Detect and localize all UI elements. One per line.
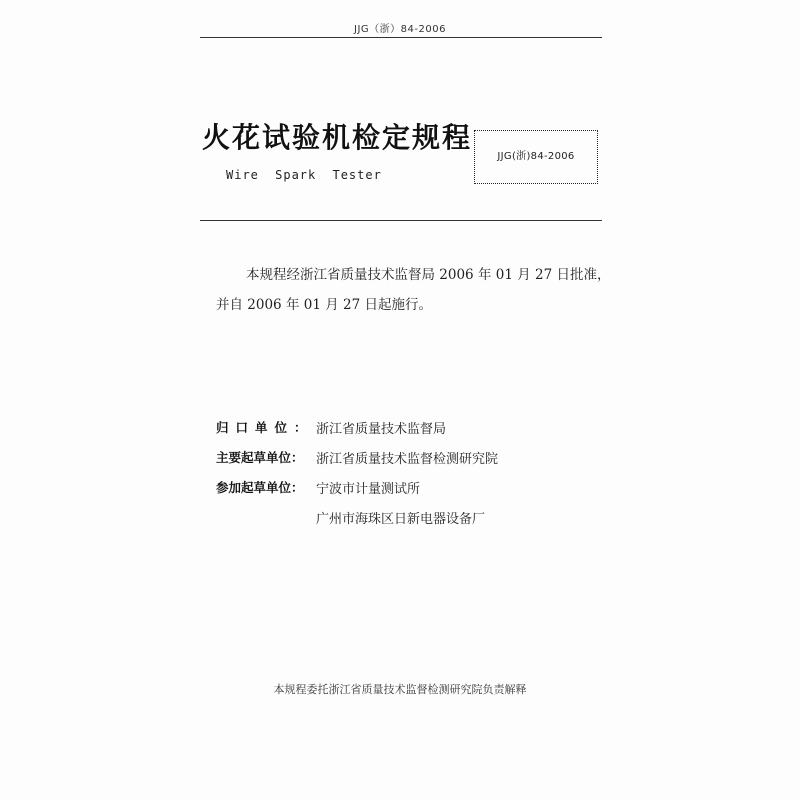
drafting-info bbox=[216, 412, 636, 532]
main-drafting-unit-value: 浙江省质量技术监督检测研究院 bbox=[316, 451, 499, 467]
info-row-responsible-unit bbox=[216, 412, 636, 442]
participating-unit-1: 宁波市计量测试所 bbox=[316, 481, 421, 497]
main-drafting-unit-label: 主要起草单位： bbox=[216, 450, 304, 465]
document-subtitle-english: Wire Spark Tester bbox=[226, 168, 382, 182]
approval-line-2: 并自 2006 年 01 月 27 日起施行。 bbox=[216, 297, 432, 313]
info-row-participating-unit-1 bbox=[216, 472, 636, 502]
responsible-unit-value: 浙江省质量技术监督局 bbox=[316, 421, 447, 437]
participating-unit-2: 广州市海珠区日新电器设备厂 bbox=[316, 511, 486, 527]
code-box-text: JJG(浙)84-2006 bbox=[497, 151, 575, 162]
info-row-main-drafting-unit bbox=[216, 442, 636, 472]
interpretation-note: 本规程委托浙江省质量技术监督检测研究院负责解释 bbox=[273, 683, 527, 696]
document-title: 火花试验机检定规程 bbox=[202, 121, 473, 154]
approval-line-1: 本规程经浙江省质量技术监督局 2006 年 01 月 27 日批准， bbox=[246, 267, 611, 283]
header-code: JJG（浙）84-2006 bbox=[354, 24, 446, 35]
responsible-unit-label: 归口单位： bbox=[216, 420, 314, 435]
header-rule bbox=[200, 37, 602, 38]
title-rule bbox=[200, 220, 602, 221]
participating-units-label: 参加起草单位： bbox=[216, 480, 304, 495]
code-box bbox=[474, 130, 598, 184]
info-row-participating-unit-2 bbox=[216, 502, 636, 532]
approval-statement bbox=[216, 260, 616, 320]
